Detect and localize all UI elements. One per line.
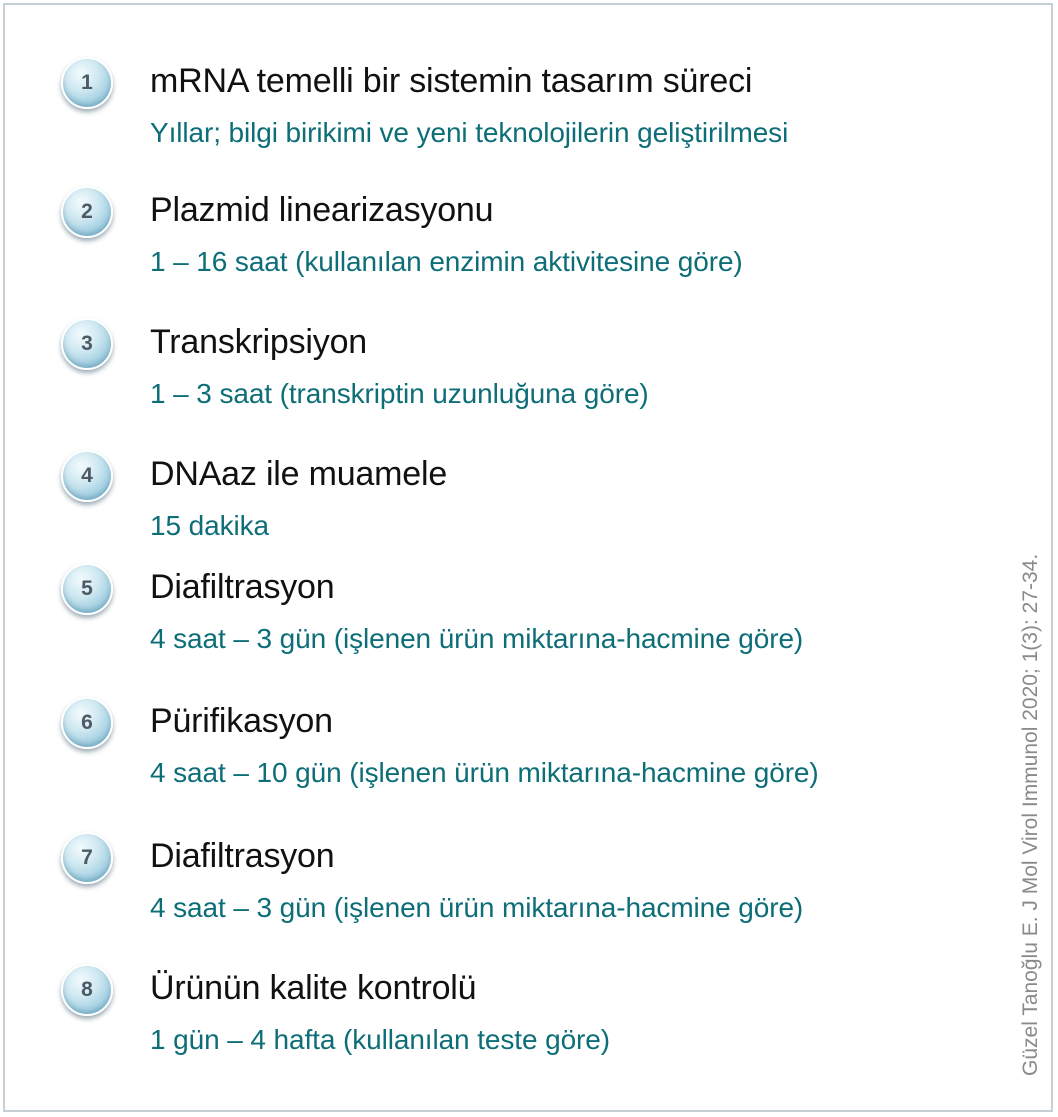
step-title: Diafiltrasyon bbox=[150, 837, 335, 875]
step-title: Diafiltrasyon bbox=[150, 568, 335, 606]
citation: Güzel Tanoğlu E. J Mol Virol Immunol 2020; 1(3): 27-34. bbox=[1019, 553, 1042, 1076]
step-7 bbox=[0, 832, 960, 962]
step-title: DNAaz ile muamele bbox=[150, 455, 448, 493]
step-number-badge: 2 bbox=[61, 186, 113, 238]
step-number-badge: 7 bbox=[61, 832, 113, 884]
step-duration: Yıllar; bilgi birikimi ve yeni teknolojilerin geliştirilmesi bbox=[150, 117, 789, 148]
step-5 bbox=[0, 563, 960, 693]
step-number-badge: 4 bbox=[61, 450, 113, 502]
step-duration: 1 gün – 4 hafta (kullanılan teste göre) bbox=[150, 1024, 610, 1055]
step-number-badge: 8 bbox=[61, 964, 113, 1016]
step-number-badge: 1 bbox=[61, 57, 113, 109]
step-1 bbox=[0, 57, 960, 187]
step-duration: 4 saat – 3 gün (işlenen ürün miktarına-hacmine göre) bbox=[150, 892, 804, 923]
step-title: Pürifikasyon bbox=[150, 702, 333, 740]
step-title: mRNA temelli bir sistemin tasarım süreci bbox=[150, 62, 753, 100]
step-number-badge: 3 bbox=[61, 318, 113, 370]
step-title: Ürünün kalite kontrolü bbox=[150, 969, 477, 1007]
step-4 bbox=[0, 450, 960, 580]
step-6 bbox=[0, 697, 960, 827]
step-duration: 4 saat – 3 gün (işlenen ürün miktarına-hacmine göre) bbox=[150, 623, 804, 654]
step-duration: 1 – 3 saat (transkriptin uzunluğuna göre) bbox=[150, 378, 649, 409]
step-8 bbox=[0, 964, 960, 1094]
step-duration: 1 – 16 saat (kullanılan enzimin aktivitesine göre) bbox=[150, 246, 743, 277]
step-duration: 4 saat – 10 gün (işlenen ürün miktarına-hacmine göre) bbox=[150, 757, 819, 788]
step-duration: 15 dakika bbox=[150, 510, 269, 541]
step-title: Transkripsiyon bbox=[150, 323, 368, 361]
step-number-badge: 6 bbox=[61, 697, 113, 749]
step-title: Plazmid linearizasyonu bbox=[150, 191, 494, 229]
step-3 bbox=[0, 318, 960, 448]
step-number-badge: 5 bbox=[61, 563, 113, 615]
step-2 bbox=[0, 186, 960, 316]
